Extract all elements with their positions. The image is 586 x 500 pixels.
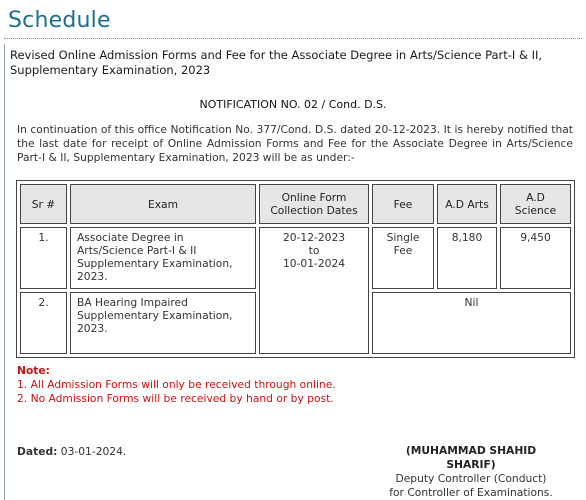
collection-dates (259, 227, 369, 354)
table-header-row (20, 184, 571, 224)
signatory-designation: Deputy Controller (Conduct) (395, 472, 547, 485)
title-divider (4, 38, 582, 39)
date-from: 20-12-2023 (282, 231, 346, 244)
header-sr: Sr # (20, 184, 67, 224)
header-dates: Online Form Collection Dates (259, 184, 369, 224)
notice-heading: Revised Online Admission Forms and Fee for the Associate Degree in Arts/Science Part-I & II, Supplementary Examination, 2023 (10, 48, 543, 77)
date-until: 10-01-2024 (282, 257, 346, 270)
header-fee: Fee (372, 184, 434, 224)
row1-ad-science: 9,450 (500, 227, 571, 289)
row1-ad-arts: 8,180 (437, 227, 497, 289)
dated-label: Dated: (17, 445, 58, 458)
intro-paragraph: In continuation of this office Notification No. 377/Cond. D.S. dated 20-12-2023. It is hereby notified that the last date for receipt of Online Admission Forms and Fee for the Associate Degree in Arts/Science Part-I & II, Supplementary Examination, 2023 will be as under:- (17, 123, 573, 164)
row1-fee: Single Fee (372, 227, 434, 289)
row1-exam: Associate Degree in Arts/Science Part-I & II Supplementary Examination, 2023. (70, 227, 256, 289)
notification-number: NOTIFICATION NO. 02 / Cond. D.S. (199, 98, 387, 111)
table-row (20, 227, 571, 289)
row2-fee-combined: Nil (372, 292, 571, 354)
note-label: Note: (17, 364, 50, 377)
date-to-word: to (308, 244, 320, 257)
row1-sr: 1. (20, 227, 67, 289)
note-section (17, 364, 336, 406)
header-ad-arts: A.D Arts (437, 184, 497, 224)
dated-value: 03-01-2024. (60, 445, 127, 458)
page-title: Schedule (8, 8, 111, 33)
note-item-1: 1. All Admission Forms will only be received through online. (17, 378, 336, 391)
header-ad-science: A.D Science (500, 184, 571, 224)
schedule-table (16, 180, 575, 358)
dated-line (17, 445, 126, 458)
header-exam: Exam (70, 184, 256, 224)
note-item-2: 2. No Admission Forms will be received by hand or by post. (17, 392, 334, 405)
signatory-name: (MUHAMMAD SHAHID SHARIF) (405, 444, 537, 471)
signatory-for: for Controller of Examinations. (389, 486, 553, 499)
row2-exam: BA Hearing Impaired Supplementary Examination, 2023. (70, 292, 256, 354)
signature-block (386, 444, 556, 500)
row2-sr: 2. (20, 292, 67, 354)
